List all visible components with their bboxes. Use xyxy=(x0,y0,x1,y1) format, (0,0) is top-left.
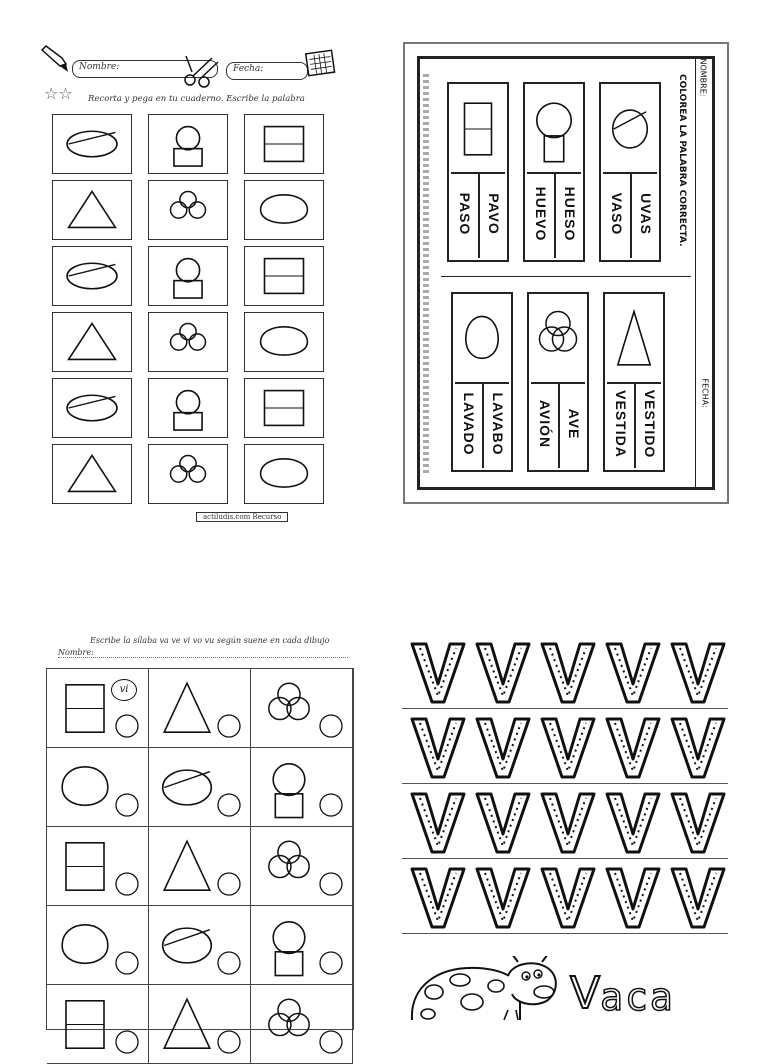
scissors-icon xyxy=(182,54,222,88)
nevera-icon xyxy=(251,669,353,748)
nombre-label: Nombre: xyxy=(58,648,94,657)
television-icon xyxy=(148,378,228,438)
word-option[interactable] xyxy=(634,384,663,468)
word-option-label: LAVADO xyxy=(461,392,477,456)
stars-icon: ☆☆ xyxy=(44,84,73,103)
tracing-letter[interactable] xyxy=(670,865,726,929)
word-option-label: UVAS xyxy=(638,193,654,235)
nombre-label: NOMBRE: xyxy=(698,58,708,97)
tracing-row xyxy=(402,863,728,934)
tracing-letter[interactable] xyxy=(410,640,466,704)
tracing-letter[interactable] xyxy=(410,790,466,854)
veneno-icon xyxy=(148,312,228,372)
picture-grid xyxy=(46,668,354,1030)
word-option-label: VESTIDA xyxy=(613,390,629,458)
word-option[interactable] xyxy=(607,384,634,468)
vela-icon xyxy=(244,180,324,240)
vino-icon xyxy=(52,378,132,438)
avion-icon xyxy=(531,296,585,384)
uvas-icon xyxy=(603,86,657,174)
vaso-cerveza-icon xyxy=(251,827,353,906)
vikingo-icon xyxy=(52,312,132,372)
tracing-row xyxy=(402,638,728,709)
radio-icon xyxy=(149,985,251,1064)
viejo-icon xyxy=(148,444,228,504)
tracing-row xyxy=(402,788,728,859)
ventana-icon xyxy=(244,312,324,372)
tracing-letter[interactable] xyxy=(670,715,726,779)
word-choice-group xyxy=(447,82,509,262)
vampiro-icon xyxy=(47,906,149,985)
tracing-letter[interactable] xyxy=(670,640,726,704)
fecha-label: FECHA: xyxy=(700,378,710,408)
word-option[interactable] xyxy=(603,174,630,258)
word-choice-group xyxy=(523,82,585,262)
vaca-icon xyxy=(408,956,560,1026)
word-option[interactable] xyxy=(478,174,507,258)
word-option[interactable] xyxy=(558,384,587,468)
pavo-icon xyxy=(149,906,251,985)
tracing-letter[interactable] xyxy=(540,865,596,929)
huevos-icon xyxy=(148,114,228,174)
tracing-letter[interactable] xyxy=(540,640,596,704)
llave-icon xyxy=(244,114,324,174)
volcan-icon xyxy=(149,669,251,748)
vestido-icon xyxy=(148,246,228,306)
word-choice-group xyxy=(603,292,665,472)
worksheet-silabas xyxy=(40,628,356,1024)
pencil-icon xyxy=(38,44,72,74)
worksheet-recorta-pega xyxy=(36,40,336,526)
vampiro-icon xyxy=(52,180,132,240)
tracing-letter[interactable] xyxy=(605,640,661,704)
tracing-letter[interactable] xyxy=(605,715,661,779)
vaquero-icon xyxy=(148,180,228,240)
lavabo-icon xyxy=(455,296,509,384)
avion-icon xyxy=(47,669,149,748)
word-option-label: PASO xyxy=(457,192,473,236)
vikingo-icon xyxy=(47,985,149,1064)
vestido-icon xyxy=(607,296,661,384)
word-option-label: PAVO xyxy=(486,193,502,235)
tracing-letter[interactable] xyxy=(410,715,466,779)
word-option-label: HUESO xyxy=(562,186,578,242)
tracing-letter[interactable] xyxy=(540,715,596,779)
volcan-lava-icon xyxy=(149,748,251,827)
picture-grid xyxy=(52,114,326,506)
footer-credit: actiludis.com Recurso xyxy=(196,512,288,522)
instruction-text: Recorta y pega en tu cuaderno. Escribe la palabra xyxy=(88,94,305,104)
avion-icon xyxy=(52,114,132,174)
word-option-label: VASO xyxy=(609,192,625,236)
huevo-icon xyxy=(527,86,581,174)
pavo-icon xyxy=(451,86,505,174)
vaso-icon xyxy=(52,246,132,306)
tracing-letter[interactable] xyxy=(605,865,661,929)
nube-lluvia-icon xyxy=(244,444,324,504)
television-icon xyxy=(251,985,353,1064)
word-option-label: AVIÓN xyxy=(537,399,553,449)
nueve-icon xyxy=(251,906,353,985)
venado-icon xyxy=(149,827,251,906)
vaca-icon xyxy=(47,827,149,906)
word-option[interactable] xyxy=(554,174,583,258)
nombre-label: Nombre: xyxy=(79,62,120,72)
word-rest: aca xyxy=(600,975,675,1019)
tracing-letter[interactable] xyxy=(475,790,531,854)
tracing-row xyxy=(402,713,728,784)
worksheet-colorea xyxy=(403,42,729,504)
tracing-letter[interactable] xyxy=(540,790,596,854)
vaquero-icon xyxy=(47,748,149,827)
uvas-icon xyxy=(244,378,324,438)
tracing-letter[interactable] xyxy=(605,790,661,854)
word-choice-group xyxy=(451,292,513,472)
worksheet-letra-v xyxy=(402,630,730,1024)
calendar-icon xyxy=(304,46,336,78)
tracing-letter[interactable] xyxy=(475,640,531,704)
fecha-label: Fecha: xyxy=(233,64,264,74)
word-option-label: AVE xyxy=(566,408,582,440)
word-choice-group xyxy=(599,82,661,262)
tracing-letter[interactable] xyxy=(475,715,531,779)
word-choice-group xyxy=(527,292,589,472)
word-option[interactable] xyxy=(630,174,659,258)
violin-icon xyxy=(244,246,324,306)
word-option[interactable] xyxy=(527,174,554,258)
pajaro-icon xyxy=(251,748,353,827)
tracing-letter[interactable] xyxy=(475,865,531,929)
word-option-label: VESTIDO xyxy=(642,389,658,459)
word-option[interactable] xyxy=(482,384,511,468)
word-option[interactable] xyxy=(531,384,558,468)
tracing-letter[interactable] xyxy=(670,790,726,854)
word-option-label: HUEVO xyxy=(533,186,549,242)
vaca-icon xyxy=(52,444,132,504)
word-option[interactable] xyxy=(455,384,482,468)
word-option[interactable] xyxy=(451,174,478,258)
tracing-letter[interactable] xyxy=(410,865,466,929)
answer-bubble: vi xyxy=(111,679,137,701)
instruction-text: COLOREA LA PALABRA CORRECTA. xyxy=(677,74,687,247)
instruction-text: Escribe la sílaba va ve vi vo vu según suene en cada dibujo xyxy=(90,636,330,645)
word-initial: V xyxy=(570,968,601,1019)
word-option-label: LAVABO xyxy=(490,392,506,456)
